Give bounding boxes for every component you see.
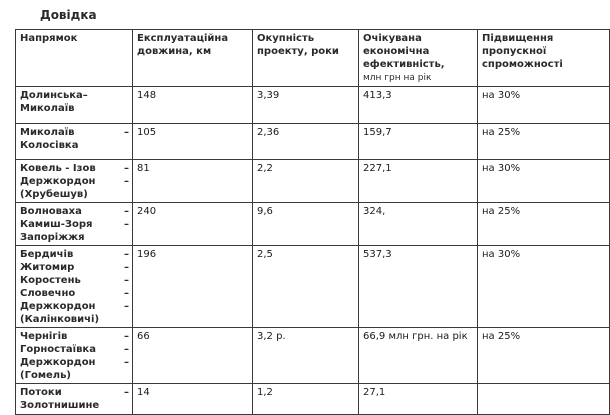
direction-dash: – [124,288,129,299]
table-row [16,246,610,328]
direction-dash: – [124,176,129,187]
cell-capacity [478,384,610,415]
direction-line [20,126,129,139]
cell-length: 105 [133,124,253,160]
cell-length: 14 [133,384,253,415]
cell-length: 81 [133,160,253,203]
table-row [16,160,610,203]
direction-dash [127,369,129,382]
reference-table [15,29,610,415]
direction-line [20,313,129,326]
cell-payback: 2,5 [253,246,359,328]
cell-payback: 9,6 [253,203,359,246]
direction-text: Миколаїв [20,103,75,114]
direction-line [20,330,129,343]
cell-direction [16,160,133,203]
direction-text: Горностаївка [20,344,96,355]
cell-length: 240 [133,203,253,246]
cell-capacity: на 30% [478,246,610,328]
table-body [16,87,610,415]
direction-dash: – [124,127,129,138]
direction-text: Ковель - Ізов [20,163,96,174]
cell-efficiency: 27,1 [359,384,478,415]
header-direction: Напрямок [16,30,133,87]
direction-text: Житомир [20,262,75,273]
direction-dash [127,188,129,201]
cell-payback: 2,36 [253,124,359,160]
cell-payback: 3,2 р. [253,328,359,384]
direction-dash: – [124,387,129,398]
cell-direction [16,124,133,160]
cell-direction [16,203,133,246]
direction-line [20,274,129,287]
direction-dash: – [124,163,129,174]
cell-capacity: на 30% [478,160,610,203]
direction-text: Долинська– [20,90,88,101]
cell-capacity: на 25% [478,328,610,384]
direction-dash: – [124,219,129,230]
header-length: Експлуатаційна довжина, км [133,30,253,87]
direction-line [20,300,129,313]
cell-length: 66 [133,328,253,384]
direction-text: Миколаїв [20,127,75,138]
cell-direction [16,87,133,124]
direction-text: (Хрубешув) [20,189,88,200]
direction-dash: – [124,357,129,368]
direction-dash: – [124,344,129,355]
table-row [16,124,610,160]
cell-capacity: на 25% [478,124,610,160]
direction-dash [127,102,129,115]
cell-efficiency: 413,3 [359,87,478,124]
cell-capacity: на 30% [478,87,610,124]
cell-direction [16,328,133,384]
cell-capacity: на 25% [478,203,610,246]
direction-dash: – [124,249,129,260]
direction-line [20,89,129,102]
direction-text: Коростень [20,275,81,286]
direction-dash: – [124,275,129,286]
direction-text: Держкордон [20,176,96,187]
direction-text: Бердичів [20,249,74,260]
table-row [16,87,610,124]
cell-efficiency: 227,1 [359,160,478,203]
direction-text: Держкордон [20,301,96,312]
direction-text: (Гомель) [20,370,71,381]
table-row [16,328,610,384]
direction-line [20,218,129,231]
header-capacity: Підвищення пропускної спроможності [478,30,610,87]
direction-text: (Калінковичі) [20,314,100,325]
direction-text: Словечно [20,288,76,299]
direction-text: Держкордон [20,357,96,368]
direction-dash [127,139,129,152]
direction-text: Золотнишине [20,400,100,411]
direction-text: Камиш-Зоря [20,219,93,230]
direction-dash [127,313,129,326]
direction-dash: – [124,301,129,312]
cell-payback: 2,2 [253,160,359,203]
direction-line [20,386,129,399]
header-efficiency [359,30,478,87]
direction-line [20,356,129,369]
direction-text: Колосівка [20,140,79,151]
direction-dash: – [124,262,129,273]
cell-efficiency: 537,3 [359,246,478,328]
cell-payback: 1,2 [253,384,359,415]
direction-line [20,369,129,382]
header-efficiency-label: Очікувана економічна ефективність, [363,33,445,70]
direction-text: Потоки [20,387,62,398]
cell-efficiency: 159,7 [359,124,478,160]
direction-line [20,248,129,261]
direction-line [20,287,129,300]
direction-dash: – [124,331,129,342]
direction-dash: – [124,206,129,217]
cell-efficiency: 66,9 млн грн. на рік [359,328,478,384]
direction-text: Запоріжжя [20,232,85,243]
direction-line [20,261,129,274]
cell-direction [16,246,133,328]
cell-direction [16,384,133,415]
direction-line [20,139,129,152]
direction-line [20,188,129,201]
direction-line [20,205,129,218]
table-row [16,384,610,415]
cell-length: 196 [133,246,253,328]
header-efficiency-unit: млн грн на рік [363,73,432,83]
direction-text: Чернігів [20,331,68,342]
direction-line [20,162,129,175]
direction-line [20,231,129,244]
header-payback: Окупність проекту, роки [253,30,359,87]
cell-payback: 3,39 [253,87,359,124]
direction-dash [127,231,129,244]
direction-line [20,175,129,188]
cell-efficiency: 324, [359,203,478,246]
direction-dash [127,89,129,102]
direction-line [20,343,129,356]
table-header-row [16,30,610,87]
direction-line [20,102,129,115]
table-row [16,203,610,246]
cell-length: 148 [133,87,253,124]
page-title: Довідка [40,8,97,22]
direction-text: Волноваха [20,206,82,217]
